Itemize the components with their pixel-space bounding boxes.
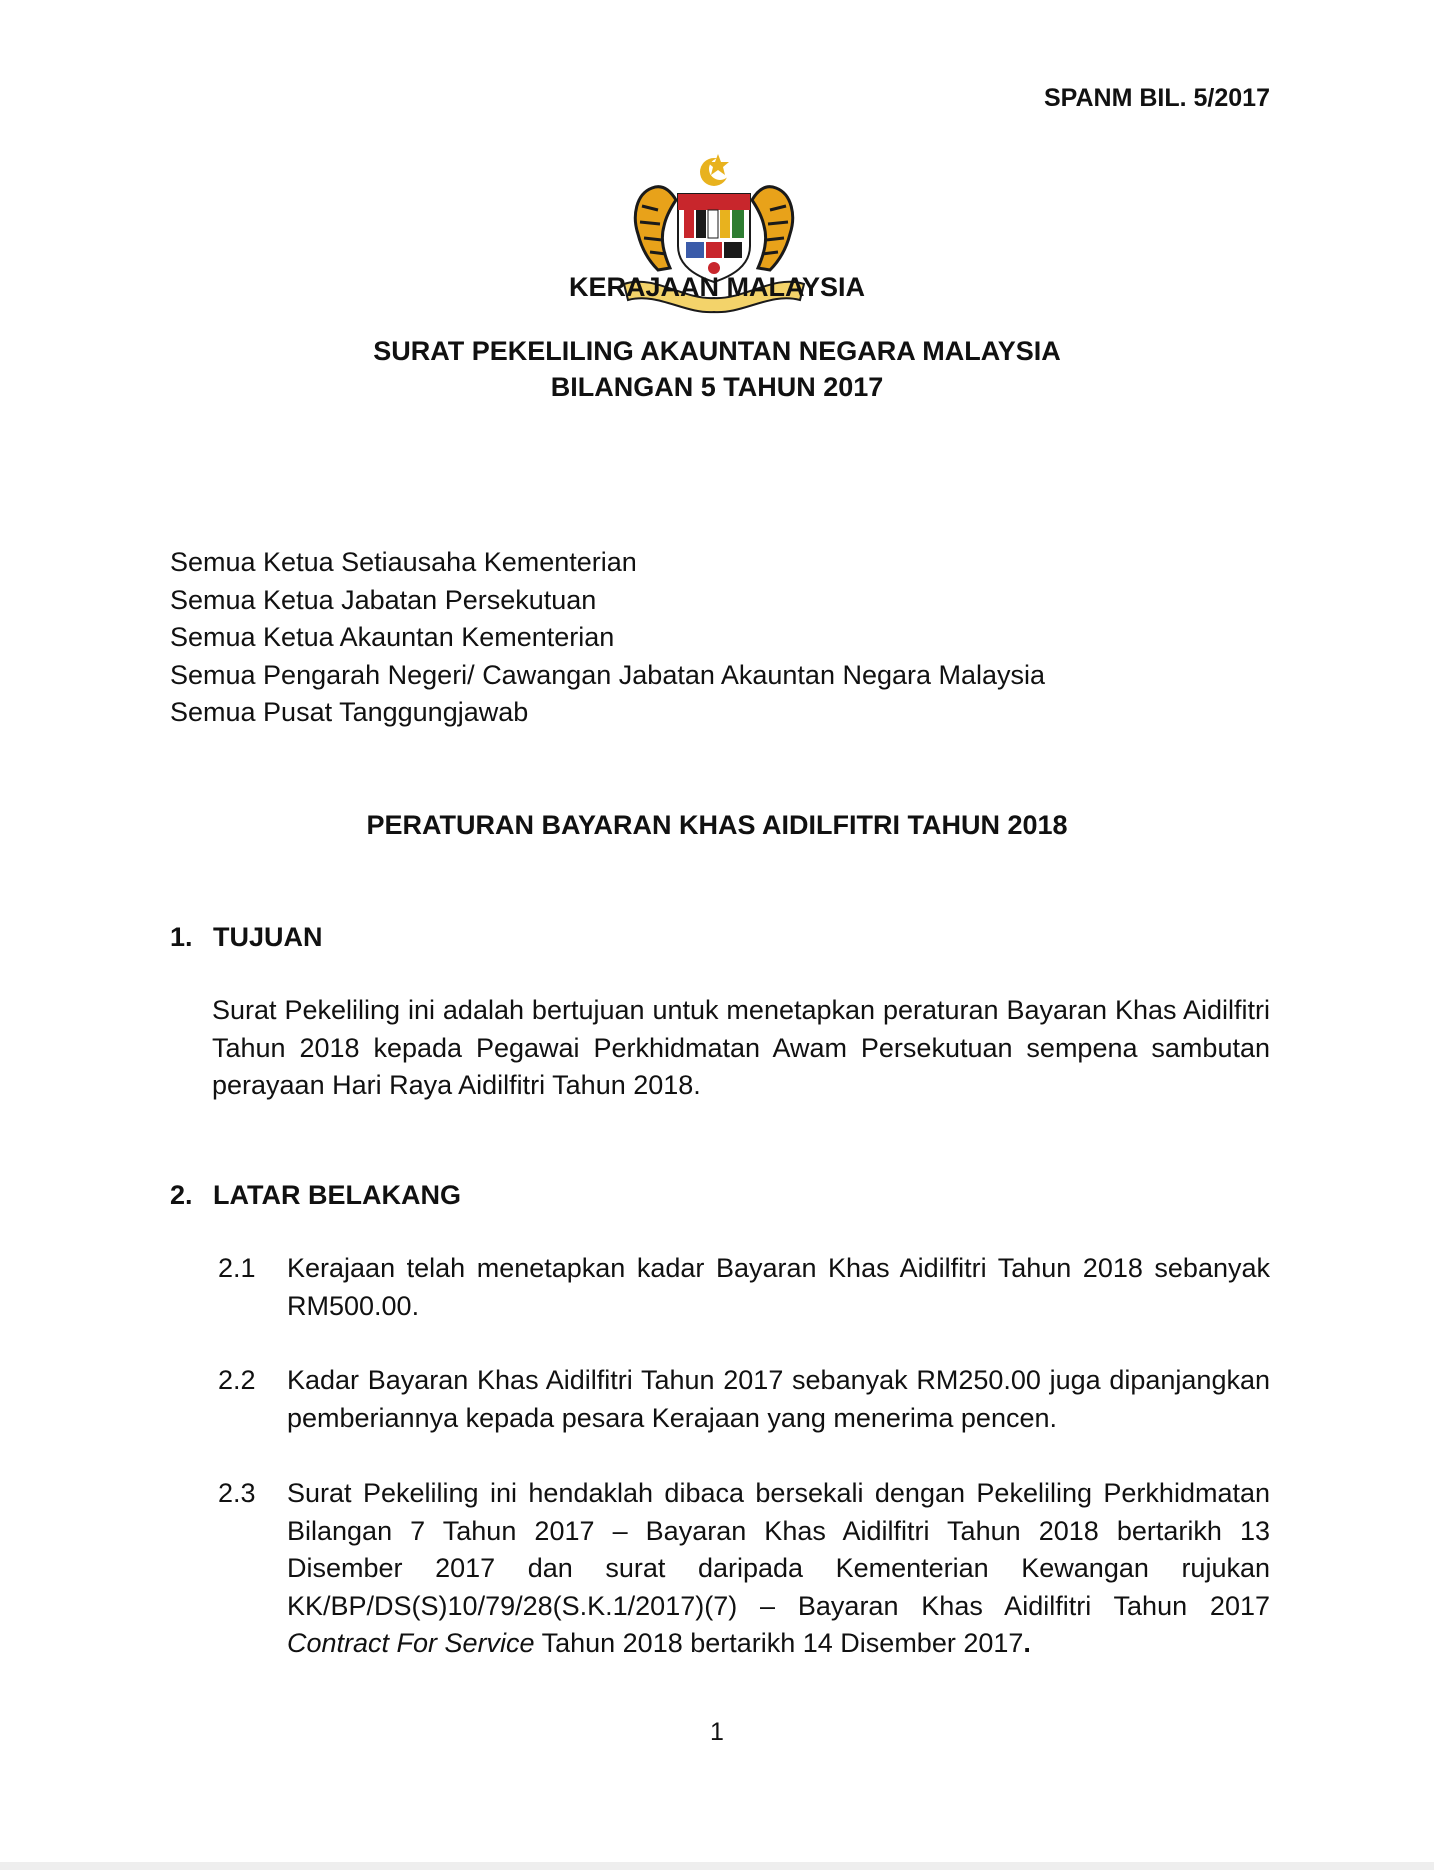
addressee-item: Semua Ketua Akauntan Kementerian: [170, 622, 615, 652]
section-body-tujuan: Surat Pekeliling ini adalah bertujuan untuk menetapkan peraturan Bayaran Khas Aidilfitri Tahun 2018 kepada Pegawai Perkhidmatan Awam Persekutuan sempena sambutan perayaan Hari Raya Aidilfitri Tahun 2018.: [212, 995, 1270, 1100]
subsection-2-2: [218, 1362, 1270, 1437]
addressee-list: [170, 544, 1045, 732]
subsection-2-3: [218, 1475, 1270, 1663]
section-number: 2.: [170, 1180, 193, 1210]
subsection-text: [287, 1475, 1270, 1663]
subsection-text-part2: Tahun 2018 bertarikh 14 Disember 2017: [541, 1628, 1024, 1658]
circular-title-line2: BILANGAN 5 TAHUN 2017: [550, 372, 884, 402]
addressee-item: Semua Pengarah Negeri/ Cawangan Jabatan Akauntan Negara Malaysia: [170, 659, 1046, 690]
addressee-item: Semua Ketua Jabatan Persekutuan: [170, 584, 597, 615]
subsection-number: 2.3: [218, 1478, 256, 1508]
subsection-2-1: [218, 1250, 1270, 1325]
government-heading: KERAJAAN MALAYSIA: [568, 272, 866, 302]
page-number: 1: [710, 1718, 724, 1746]
subsection-text: Kadar Bayaran Khas Aidilfitri Tahun 2017 sebanyak RM250.00 juga dipanjangkan pemberiannya kepada pesara Kerajaan yang menerima pencen.: [287, 1365, 1270, 1433]
section-title: TUJUAN: [213, 922, 323, 952]
section-heading-tujuan: [170, 922, 323, 953]
page-bottom-edge: [0, 1862, 1434, 1870]
subsection-number: 2.1: [218, 1253, 256, 1283]
section-title: LATAR BELAKANG: [213, 1180, 461, 1210]
circular-title-line1: SURAT PEKELILING AKAUNTAN NEGARA MALAYSIA: [373, 336, 1061, 366]
addressee-item: Semua Ketua Setiausaha Kementerian: [170, 547, 637, 577]
addressee-item: Semua Pusat Tanggungjawab: [170, 697, 529, 727]
section-heading-latar-belakang: [170, 1180, 461, 1211]
document-reference: SPANM BIL. 5/2017: [1043, 84, 1270, 112]
subsection-text: Kerajaan telah menetapkan kadar Bayaran Khas Aidilfitri Tahun 2018 sebanyak RM500.00.: [287, 1253, 1270, 1321]
subject-heading: PERATURAN BAYARAN KHAS AIDILFITRI TAHUN 2018: [366, 810, 1068, 840]
subsection-text-italic: Contract For Service: [287, 1628, 535, 1658]
section-number: 1.: [170, 922, 193, 952]
subsection-number: 2.2: [218, 1365, 256, 1395]
subsection-text-part1: Surat Pekeliling ini hendaklah dibaca bersekali dengan Pekeliling Perkhidmatan Bilangan 7 Tahun 2017 – Bayaran Khas Aidilfitri Tahun 2018 bertarikh 13 Disember 2017 dan surat daripada Kementerian Kewangan rujukan KK/BP/DS(S)10/79/28(S.K.1/2017)(7) – Bayaran Khas Aidilfitri Tahun 2017: [287, 1478, 1270, 1621]
subsection-text-end: .: [1023, 1628, 1031, 1658]
